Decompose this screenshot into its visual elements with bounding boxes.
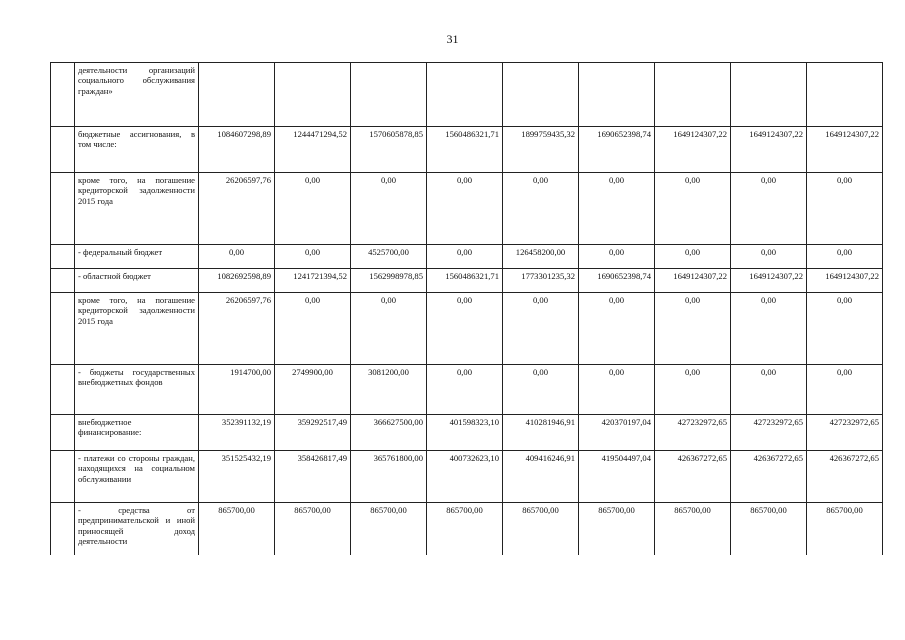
table-row (51, 293, 883, 365)
value-cell: 365761800,00 (351, 451, 427, 503)
value-cell: 0,00 (579, 293, 655, 365)
value-cell: 0,00 (807, 365, 883, 415)
table-row (51, 365, 883, 415)
index-cell (51, 451, 75, 503)
value-cell: 0,00 (351, 173, 427, 245)
table-row (51, 245, 883, 269)
value-cell: 1084607298,89 (199, 127, 275, 173)
value-cell: 1560486321,71 (427, 127, 503, 173)
index-cell (51, 127, 75, 173)
value-cell: 865700,00 (503, 503, 579, 555)
value-cell: 0,00 (731, 293, 807, 365)
value-cell: 409416246,91 (503, 451, 579, 503)
value-cell: 1914700,00 (199, 365, 275, 415)
value-cell: 1649124307,22 (731, 127, 807, 173)
value-cell: 1649124307,22 (807, 269, 883, 293)
value-cell: 426367272,65 (807, 451, 883, 503)
value-cell: 1649124307,22 (655, 127, 731, 173)
value-cell: 1773301235,32 (503, 269, 579, 293)
value-cell: 1690652398,74 (579, 269, 655, 293)
row-label: кроме того, на погашение кредиторской задолженности 2015 года (75, 173, 199, 245)
value-cell: 0,00 (731, 245, 807, 269)
value-cell: 1241721394,52 (275, 269, 351, 293)
row-label: - средства от предпринимательской и иной приносящей доход деятельности (75, 503, 199, 555)
value-cell: 0,00 (655, 173, 731, 245)
value-cell: 0,00 (351, 293, 427, 365)
value-cell: 0,00 (427, 245, 503, 269)
value-cell: 0,00 (503, 365, 579, 415)
value-cell: 865700,00 (351, 503, 427, 555)
row-label: - федеральный бюджет (75, 245, 199, 269)
table-row (51, 503, 883, 555)
value-cell: 865700,00 (199, 503, 275, 555)
value-cell: 0,00 (275, 245, 351, 269)
value-cell: 0,00 (579, 245, 655, 269)
row-label: бюджетные ассигнования, в том числе: (75, 127, 199, 173)
value-cell (351, 63, 427, 127)
index-cell (51, 173, 75, 245)
value-cell (275, 63, 351, 127)
value-cell: 1649124307,22 (731, 269, 807, 293)
value-cell (199, 63, 275, 127)
value-cell: 1690652398,74 (579, 127, 655, 173)
value-cell: 0,00 (731, 173, 807, 245)
row-label: - платежи со стороны граждан, находящихся на социальном обслуживании (75, 451, 199, 503)
value-cell: 0,00 (199, 245, 275, 269)
value-cell: 0,00 (655, 245, 731, 269)
index-cell (51, 269, 75, 293)
value-cell: 1570605878,85 (351, 127, 427, 173)
index-cell (51, 415, 75, 451)
value-cell: 0,00 (579, 173, 655, 245)
value-cell (655, 63, 731, 127)
value-cell (503, 63, 579, 127)
table-row (51, 415, 883, 451)
value-cell: 1560486321,71 (427, 269, 503, 293)
value-cell: 426367272,65 (655, 451, 731, 503)
value-cell: 865700,00 (731, 503, 807, 555)
table-row (51, 127, 883, 173)
index-cell (51, 503, 75, 555)
value-cell: 1562998978,85 (351, 269, 427, 293)
value-cell: 352391132,19 (199, 415, 275, 451)
value-cell: 1082692598,89 (199, 269, 275, 293)
row-label: внебюджетное финансирование: (75, 415, 199, 451)
value-cell (807, 63, 883, 127)
value-cell: 426367272,65 (731, 451, 807, 503)
value-cell: 865700,00 (579, 503, 655, 555)
value-cell: 3081200,00 (351, 365, 427, 415)
index-cell (51, 293, 75, 365)
value-cell (731, 63, 807, 127)
value-cell: 0,00 (579, 365, 655, 415)
value-cell: 427232972,65 (731, 415, 807, 451)
value-cell: 26206597,76 (199, 293, 275, 365)
value-cell: 126458200,00 (503, 245, 579, 269)
index-cell (51, 63, 75, 127)
value-cell: 0,00 (275, 293, 351, 365)
value-cell: 0,00 (655, 365, 731, 415)
value-cell: 0,00 (807, 293, 883, 365)
value-cell: 419504497,04 (579, 451, 655, 503)
value-cell: 420370197,04 (579, 415, 655, 451)
row-label: деятельности организаций социального обслуживания граждан» (75, 63, 199, 127)
value-cell: 410281946,91 (503, 415, 579, 451)
value-cell: 0,00 (275, 173, 351, 245)
value-cell: 4525700,00 (351, 245, 427, 269)
value-cell: 0,00 (427, 293, 503, 365)
value-cell: 1899759435,32 (503, 127, 579, 173)
value-cell: 865700,00 (807, 503, 883, 555)
table-row (51, 269, 883, 293)
value-cell (427, 63, 503, 127)
row-label: - бюджеты государственных внебюджетных фондов (75, 365, 199, 415)
value-cell: 26206597,76 (199, 173, 275, 245)
budget-table (50, 62, 883, 555)
value-cell: 0,00 (655, 293, 731, 365)
value-cell: 358426817,49 (275, 451, 351, 503)
table-row (51, 451, 883, 503)
value-cell: 0,00 (427, 173, 503, 245)
value-cell: 359292517,49 (275, 415, 351, 451)
table-row (51, 173, 883, 245)
value-cell (579, 63, 655, 127)
value-cell: 2749900,00 (275, 365, 351, 415)
row-label: кроме того, на погашение кредиторской задолженности 2015 года (75, 293, 199, 365)
value-cell: 400732623,10 (427, 451, 503, 503)
value-cell: 0,00 (503, 173, 579, 245)
value-cell: 865700,00 (427, 503, 503, 555)
value-cell: 1244471294,52 (275, 127, 351, 173)
value-cell: 427232972,65 (807, 415, 883, 451)
value-cell: 865700,00 (655, 503, 731, 555)
value-cell: 865700,00 (275, 503, 351, 555)
value-cell: 351525432,19 (199, 451, 275, 503)
table-row (51, 63, 883, 127)
index-cell (51, 365, 75, 415)
page-number: 31 (446, 32, 459, 46)
value-cell: 1649124307,22 (807, 127, 883, 173)
value-cell: 401598323,10 (427, 415, 503, 451)
row-label: - областной бюджет (75, 269, 199, 293)
index-cell (51, 245, 75, 269)
value-cell: 0,00 (503, 293, 579, 365)
value-cell: 0,00 (807, 245, 883, 269)
value-cell: 0,00 (427, 365, 503, 415)
value-cell: 427232972,65 (655, 415, 731, 451)
value-cell: 366627500,00 (351, 415, 427, 451)
value-cell: 1649124307,22 (655, 269, 731, 293)
value-cell: 0,00 (731, 365, 807, 415)
value-cell: 0,00 (807, 173, 883, 245)
